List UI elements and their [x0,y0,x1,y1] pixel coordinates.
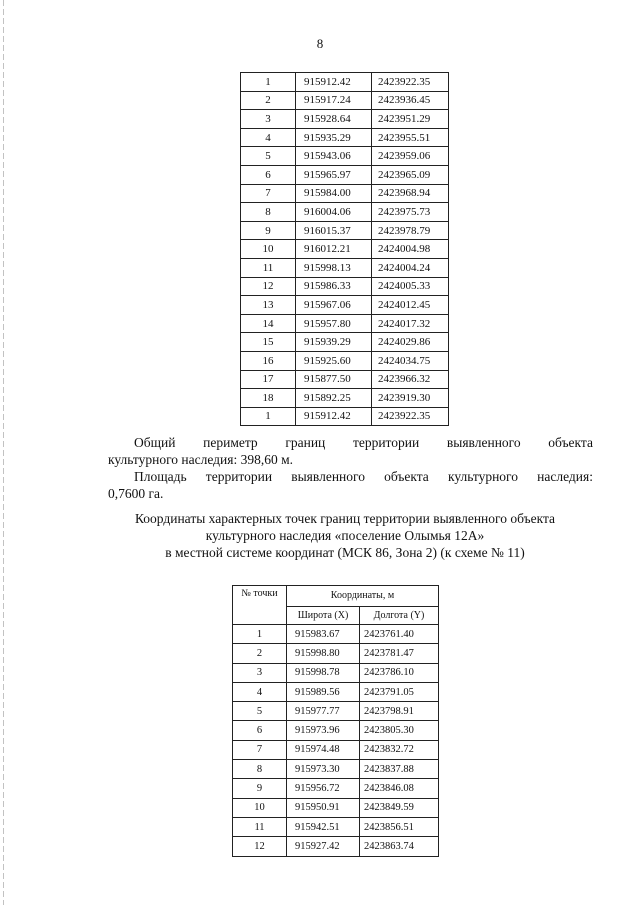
y-coordinate-cell: 2423805.30 [360,721,439,740]
y-coordinate-cell: 2423965.09 [372,165,449,184]
point-number-cell: 8 [241,203,296,222]
y-coordinate-cell: 2423936.45 [372,91,449,110]
perimeter-paragraph [108,434,593,468]
x-coordinate-cell: 915912.42 [296,73,372,92]
header-coordinates: Координаты, м [287,586,439,607]
x-coordinate-cell: 915956.72 [287,779,360,798]
table-row [241,333,449,352]
x-coordinate-cell: 915927.42 [287,837,360,856]
coordinates-table-scheme-11 [232,585,439,857]
y-coordinate-cell: 2424012.45 [372,296,449,315]
table-row [241,203,449,222]
x-coordinate-cell: 915973.30 [287,760,360,779]
page-number: 8 [316,36,324,51]
x-coordinate-cell: 915974.48 [287,740,360,759]
point-number-cell: 5 [241,147,296,166]
point-number-cell: 4 [233,682,287,701]
point-number-cell: 12 [233,837,287,856]
x-coordinate-cell: 915928.64 [296,110,372,129]
point-number-cell: 4 [241,128,296,147]
table-row [241,351,449,370]
point-number-cell: 5 [233,702,287,721]
table-row [233,760,439,779]
x-coordinate-cell: 915967.06 [296,296,372,315]
table-row [241,314,449,333]
heading-line-1: Координаты характерных точек границ территории выявленного объекта [134,511,556,526]
x-coordinate-cell: 915998.13 [296,258,372,277]
y-coordinate-cell: 2423922.35 [372,407,449,426]
table-row [241,73,449,92]
justified-word: Общий [134,435,176,450]
x-coordinate-cell: 915912.42 [296,407,372,426]
y-coordinate-cell: 2423955.51 [372,128,449,147]
point-number-cell: 14 [241,314,296,333]
point-number-cell: 2 [241,91,296,110]
y-coordinate-cell: 2423968.94 [372,184,449,203]
y-coordinate-cell: 2423863.74 [360,837,439,856]
y-coordinate-cell: 2423798.91 [360,702,439,721]
point-number-cell: 9 [233,779,287,798]
x-coordinate-cell: 916015.37 [296,221,372,240]
point-number-cell: 10 [233,798,287,817]
scan-edge-line [3,0,4,905]
y-coordinate-cell: 2424005.33 [372,277,449,296]
x-coordinate-cell: 915977.77 [287,702,360,721]
x-coordinate-cell: 915935.29 [296,128,372,147]
heading-line-3: в местной системе координат (МСК 86, Зона 2) (к схеме № 11) [165,545,525,560]
table-row [233,644,439,663]
table-row [241,184,449,203]
table-row [241,128,449,147]
coordinates-table-body [233,625,439,857]
y-coordinate-cell: 2423837.88 [360,760,439,779]
area-paragraph [108,468,593,502]
table-row [241,407,449,426]
y-coordinate-cell: 2423786.10 [360,663,439,682]
heading-line-2: культурного наследия «поселение Олымья 12А» [205,528,485,543]
point-number-cell: 1 [241,407,296,426]
x-coordinate-cell: 915917.24 [296,91,372,110]
x-coordinate-cell: 915877.50 [296,370,372,389]
point-number-cell: 3 [233,663,287,682]
point-number-cell: 11 [233,817,287,836]
y-coordinate-cell: 2424004.98 [372,240,449,259]
point-number-cell: 16 [241,351,296,370]
y-coordinate-cell: 2423856.51 [360,817,439,836]
justified-word: территории [352,435,420,450]
table-row [241,240,449,259]
header-point-number: № точки [233,586,287,625]
point-number-cell: 10 [241,240,296,259]
y-coordinate-cell: 2423959.06 [372,147,449,166]
point-number-cell: 2 [233,644,287,663]
point-number-cell: 9 [241,221,296,240]
y-coordinate-cell: 2424004.24 [372,258,449,277]
point-number-cell: 7 [233,740,287,759]
x-coordinate-cell: 915892.25 [296,389,372,408]
table-row [233,798,439,817]
table-row [241,91,449,110]
y-coordinate-cell: 2423761.40 [360,625,439,644]
y-coordinate-cell: 2424029.86 [372,333,449,352]
table-row [233,663,439,682]
header-row [233,586,439,607]
justified-word: Площадь [134,469,187,484]
y-coordinate-cell: 2424034.75 [372,351,449,370]
justified-word: объекта [548,435,593,450]
point-number-cell: 17 [241,370,296,389]
x-coordinate-cell: 915986.33 [296,277,372,296]
y-coordinate-cell: 2423791.05 [360,682,439,701]
point-number-cell: 7 [241,184,296,203]
justified-word: выявленного [446,435,521,450]
table-row [241,296,449,315]
y-coordinate-cell: 2423846.08 [360,779,439,798]
point-number-cell: 8 [233,760,287,779]
table-header [233,586,439,625]
table-row [233,625,439,644]
point-number-cell: 6 [241,165,296,184]
point-number-cell: 6 [233,721,287,740]
table-row [233,837,439,856]
table-row [241,389,449,408]
area-line-1 [108,468,593,485]
perimeter-line-1 [108,434,593,451]
y-coordinate-cell: 2424017.32 [372,314,449,333]
point-number-cell: 13 [241,296,296,315]
table-row [241,165,449,184]
table-row [233,779,439,798]
table-row [233,740,439,759]
point-number-cell: 18 [241,389,296,408]
table-row [241,110,449,129]
x-coordinate-cell: 915925.60 [296,351,372,370]
table-row [241,370,449,389]
justified-word: наследия: [537,469,593,484]
header-longitude: Долгота (Y) [360,606,439,624]
x-coordinate-cell: 915942.51 [287,817,360,836]
y-coordinate-cell: 2423849.59 [360,798,439,817]
x-coordinate-cell: 916012.21 [296,240,372,259]
justified-word: культурного [447,469,519,484]
justified-word: границ [285,435,326,450]
point-number-cell: 11 [241,258,296,277]
x-coordinate-cell: 915998.80 [287,644,360,663]
x-coordinate-cell: 915957.80 [296,314,372,333]
y-coordinate-cell: 2423951.29 [372,110,449,129]
perimeter-line-2: культурного наследия: 398,60 м. [108,452,294,467]
table-row [241,221,449,240]
y-coordinate-cell: 2423975.73 [372,203,449,222]
y-coordinate-cell: 2423922.35 [372,73,449,92]
table-row [241,147,449,166]
y-coordinate-cell: 2423919.30 [372,389,449,408]
point-number-cell: 1 [233,625,287,644]
coordinates-table-continued [240,72,449,426]
x-coordinate-cell: 915943.06 [296,147,372,166]
point-number-cell: 3 [241,110,296,129]
x-coordinate-cell: 915984.00 [296,184,372,203]
table-row [241,277,449,296]
y-coordinate-cell: 2423832.72 [360,740,439,759]
justified-word: выявленного [291,469,365,484]
y-coordinate-cell: 2423966.32 [372,370,449,389]
x-coordinate-cell: 915983.67 [287,625,360,644]
header-latitude: Широта (X) [287,606,360,624]
justified-word: объекта [384,469,429,484]
point-number-cell: 12 [241,277,296,296]
table-row [233,817,439,836]
point-number-cell: 15 [241,333,296,352]
justified-word: периметр [203,435,258,450]
x-coordinate-cell: 915989.56 [287,682,360,701]
x-coordinate-cell: 915973.96 [287,721,360,740]
justified-word: территории [205,469,273,484]
y-coordinate-cell: 2423781.47 [360,644,439,663]
table-row [233,721,439,740]
x-coordinate-cell: 915998.78 [287,663,360,682]
y-coordinate-cell: 2423978.79 [372,221,449,240]
area-line-2: 0,7600 га. [108,486,164,501]
x-coordinate-cell: 916004.06 [296,203,372,222]
x-coordinate-cell: 915950.91 [287,798,360,817]
coordinates-table-body [241,73,449,426]
table-row [241,258,449,277]
table-row [233,682,439,701]
x-coordinate-cell: 915939.29 [296,333,372,352]
table-row [233,702,439,721]
section-heading [60,510,630,561]
point-number-cell: 1 [241,73,296,92]
x-coordinate-cell: 915965.97 [296,165,372,184]
